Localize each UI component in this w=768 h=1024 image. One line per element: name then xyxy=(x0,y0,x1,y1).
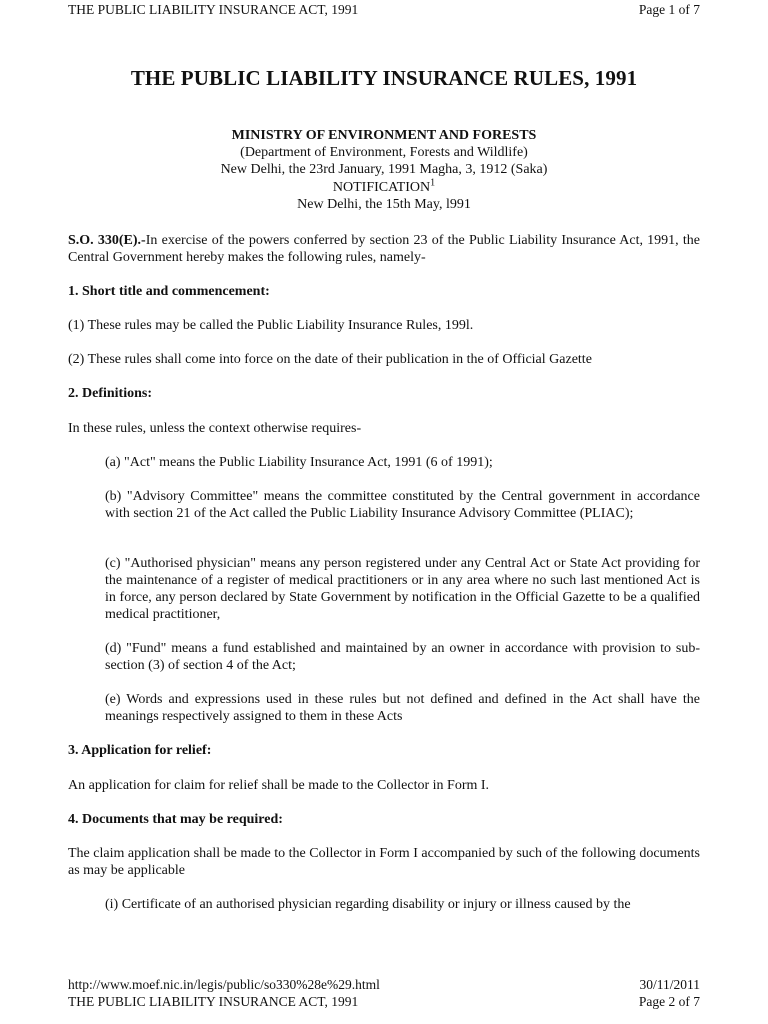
department-name: (Department of Environment, Forests and Wildlife) xyxy=(240,145,528,160)
running-header-title-next: THE PUBLIC LIABILITY INSURANCE ACT, 1991 xyxy=(68,994,359,1009)
ministry-name: MINISTRY OF ENVIRONMENT AND FORESTS xyxy=(231,128,537,143)
section-1-clause-1: (1) These rules may be called the Public Liability Insurance Rules, 199l. xyxy=(68,318,474,333)
document-title: THE PUBLIC LIABILITY INSURANCE RULES, 1991 xyxy=(130,66,638,90)
notification-heading xyxy=(0,179,768,196)
section-4-text: The claim application shall be made to the Collector in Form I accompanied by such of the following documents as may be applicable xyxy=(68,846,700,878)
definition-d: (d) "Fund" means a fund established and maintained by an owner in accordance with provision to sub-section (3) of section 4 of the Act; xyxy=(105,641,700,673)
page-number-next: Page 2 of 7 xyxy=(638,994,700,1009)
notification-date: New Delhi, the 15th May, l991 xyxy=(297,197,471,212)
section-2-intro: In these rules, unless the context otherwise requires- xyxy=(68,421,362,436)
section-3-heading: 3. Application for relief: xyxy=(68,743,212,758)
so-number: S.O. 330(E).- xyxy=(68,233,146,248)
definition-b: (b) "Advisory Committee" means the committee constituted by the Central government in accordance with section 21 of the Act called the Public Liability Insurance Advisory Committee (PLIAC); xyxy=(105,489,700,521)
footnote-marker: 1 xyxy=(430,177,436,189)
section-1-heading: 1. Short title and commencement: xyxy=(68,284,270,299)
definition-c: (c) "Authorised physician" means any person registered under any Central Act or State Act providing for the maintenance of a register of medical practitioners or in any area where no such last mentioned Act is in force, any person declared by State Government by notification in the Official Gazette to be a qualified medical practitioner, xyxy=(105,556,700,622)
print-date: 30/11/2011 xyxy=(639,977,700,992)
section-3-text: An application for claim for relief shall be made to the Collector in Form I. xyxy=(68,778,490,793)
intro-paragraph xyxy=(68,232,700,266)
notification-label: NOTIFICATION xyxy=(332,180,431,195)
section-4-heading: 4. Documents that may be required: xyxy=(68,812,283,827)
section-2-heading: 2. Definitions: xyxy=(68,386,152,401)
document-item-i: (i) Certificate of an authorised physician regarding disability or injury or illness caused by the xyxy=(105,897,631,912)
page-number: Page 1 of 7 xyxy=(638,2,700,17)
definition-e: (e) Words and expressions used in these rules but not defined and defined in the Act shall have the meanings respectively assigned to them in these Acts xyxy=(105,692,700,724)
intro-text: In exercise of the powers conferred by section 23 of the Public Liability Insurance Act, 1991, the Central Government hereby makes the following rules, namely- xyxy=(68,233,701,265)
gazette-date-line: New Delhi, the 23rd January, 1991 Magha, 3, 1912 (Saka) xyxy=(220,162,548,177)
running-header-title: THE PUBLIC LIABILITY INSURANCE ACT, 1991 xyxy=(68,2,359,17)
section-1-clause-2: (2) These rules shall come into force on the date of their publication in the of Official Gazette xyxy=(68,352,592,367)
source-url[interactable]: http://www.moef.nic.in/legis/public/so330%28e%29.html xyxy=(68,977,380,992)
definition-a: (a) "Act" means the Public Liability Insurance Act, 1991 (6 of 1991); xyxy=(105,455,493,470)
